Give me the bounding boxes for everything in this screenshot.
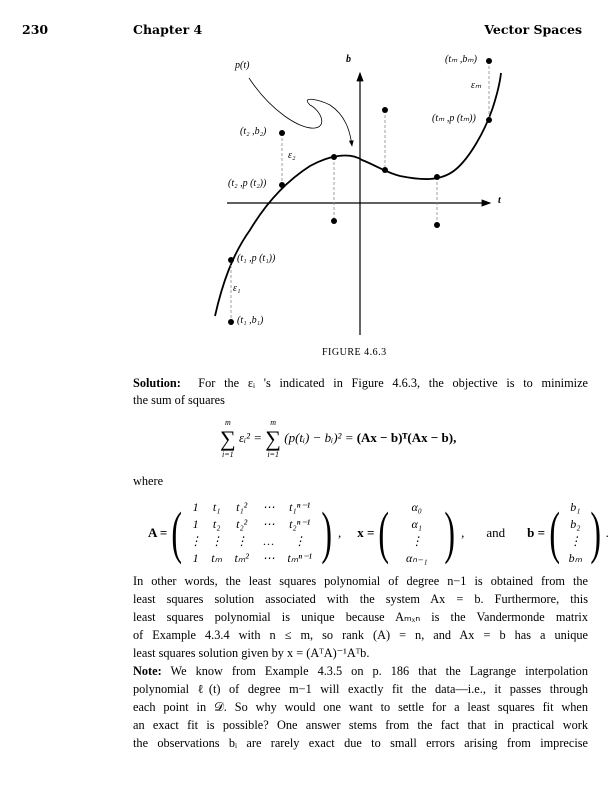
solution-line-2: the sum of squares <box>133 393 225 407</box>
label-tm-bm: (tₘ ,bₘ) <box>445 54 477 65</box>
matrix-A-entry: ⋯ <box>262 551 275 565</box>
and-text: and <box>486 525 506 540</box>
chapter-title: Chapter 4 <box>133 22 203 37</box>
right-paren: ) <box>444 500 455 565</box>
vector-x-entry: ⋮ <box>410 534 423 548</box>
body-line: least squares solution associated with the system Ax = b. Furthermore, this <box>133 592 588 606</box>
matrix-A-entry: ⋮ <box>189 534 202 548</box>
matrix-A <box>187 499 317 567</box>
vector-x-entry: α₁ <box>411 517 422 531</box>
polynomial-curve <box>215 73 501 316</box>
where-text: where <box>133 474 164 488</box>
label-t2-b2: (t₂ ,b₂) <box>240 126 267 137</box>
sum2-lower: i=1 <box>267 450 279 459</box>
matrix-A-entry: t₂² <box>236 517 248 531</box>
figure-caption: FIGURE 4.6.3 <box>322 347 387 358</box>
matrix-A-entry: t₂ <box>212 517 221 531</box>
body-line: least squares solution given by x = (AᵀA)⁻¹Aᵀb. <box>133 646 370 660</box>
body-line: least squares polynomial is unique because Aₘₓₙ is the Vandermonde matrix <box>133 610 588 624</box>
note-label: Note: <box>133 664 162 678</box>
sum-of-squares-equation <box>220 418 456 460</box>
comma: , <box>461 525 465 540</box>
matrix-A-entry: t₂ⁿ⁻¹ <box>289 517 311 531</box>
matrix-A-entry: t₁ <box>212 500 221 514</box>
note-line: polynomial ℓ(t) of degree m−1 will exactly fit the data—i.e., it passes through <box>133 682 588 696</box>
label-eps2: ε₂ <box>288 150 296 161</box>
label-epsm: εₘ <box>471 80 482 91</box>
vector-x-entry: αₙ₋₁ <box>405 551 428 565</box>
sum-sign: ∑ <box>220 426 236 451</box>
matrix-A-entry: ⋯ <box>262 517 275 531</box>
solution-text: For the εᵢ 's indicated in Figure 4.6.3, the objective is to minimize <box>198 376 588 390</box>
sum2-upper: m <box>270 418 277 427</box>
note-text: We know from Example 4.3.5 on p. 186 that the Lagrange interpolation <box>170 664 588 678</box>
matrix-A-entry: … <box>263 534 274 548</box>
vector-x <box>394 499 440 567</box>
matrix-A-entry: 1 <box>192 517 199 531</box>
matrix-A-entry: t₁ⁿ⁻¹ <box>289 500 311 514</box>
A-label: A = <box>148 525 168 540</box>
label-t1-p: (t₁ ,p (t₁)) <box>237 253 276 264</box>
matrix-A-entry: ⋮ <box>293 534 306 548</box>
eq-mid: (p(tᵢ) − bᵢ)² = <box>284 429 354 445</box>
left-paren: ( <box>549 500 560 565</box>
page-number: 230 <box>22 22 49 37</box>
vector-b-entry: b₁ <box>570 500 581 514</box>
matrix-A-entry: t₁² <box>236 500 248 514</box>
matrix-A-entry: tₘⁿ⁻¹ <box>287 551 312 565</box>
matrix-A-entry: 1 <box>192 500 199 514</box>
left-paren: ( <box>378 500 390 565</box>
b-axis-label: b <box>346 54 351 65</box>
right-paren: ) <box>590 500 602 565</box>
curve-label: p(t) <box>235 60 250 71</box>
matrix-A-entry: ⋮ <box>235 534 248 548</box>
sum-upper: m <box>224 418 231 427</box>
note-line: an exact fit is possible? One answer stems from the fact that in practical work <box>133 718 588 732</box>
label-tm-p: (tₘ ,p (tₘ)) <box>432 113 476 124</box>
matrix-A-entry: tₘ² <box>234 551 249 565</box>
vector-b <box>564 499 586 567</box>
note-line: the observations bᵢ are rarely exact due to small errors arising from imprecise <box>133 736 588 750</box>
eq-rhs: (Ax − b)ᵀ(Ax − b), <box>356 429 457 445</box>
vector-x-entry: α₀ <box>411 500 422 514</box>
matrix-A-entry: tₘ <box>211 551 223 565</box>
b-label: b = <box>527 525 545 540</box>
vector-b-entry: ⋮ <box>569 534 582 548</box>
label-t1-b1: (t₁ ,b₁) <box>237 315 264 326</box>
solution-line-1 <box>133 374 588 392</box>
solution-label: Solution: <box>133 376 181 390</box>
section-title: Vector Spaces <box>484 22 582 37</box>
eq-lhs: εᵢ² = <box>238 429 263 445</box>
figure-4-6-3 <box>0 0 610 370</box>
label-eps1: ε₁ <box>233 283 241 294</box>
matrix-definitions <box>148 493 609 573</box>
note-line: each point in 𝒟. So why would one want to settle for a least squares fit when <box>133 700 588 714</box>
vector-b-entry: bₘ <box>568 551 583 565</box>
body-line: of Example 4.3.4 with n ≤ m, so rank (A) = n, and Ax = b has a unique <box>133 628 588 642</box>
body-line: In other words, the least squares polynomial of degree n−1 is obtained from the <box>133 574 588 588</box>
left-paren: ( <box>171 500 183 565</box>
t-axis-label: t <box>498 195 501 206</box>
note-line-1 <box>133 662 588 680</box>
label-t2-p: (t₂ ,p (t₂)) <box>228 178 267 189</box>
matrix-A-entry: ⋯ <box>262 500 275 514</box>
matrix-A-entry: ⋮ <box>210 534 223 548</box>
vector-b-entry: b₂ <box>570 517 581 531</box>
sum2-sign: ∑ <box>265 426 281 451</box>
matrix-A-entry: 1 <box>192 551 199 565</box>
comma: , <box>338 525 342 540</box>
x-label: x = <box>357 525 375 540</box>
period: . <box>605 525 609 540</box>
sum-lower: i=1 <box>222 450 234 459</box>
right-paren: ) <box>321 500 332 565</box>
